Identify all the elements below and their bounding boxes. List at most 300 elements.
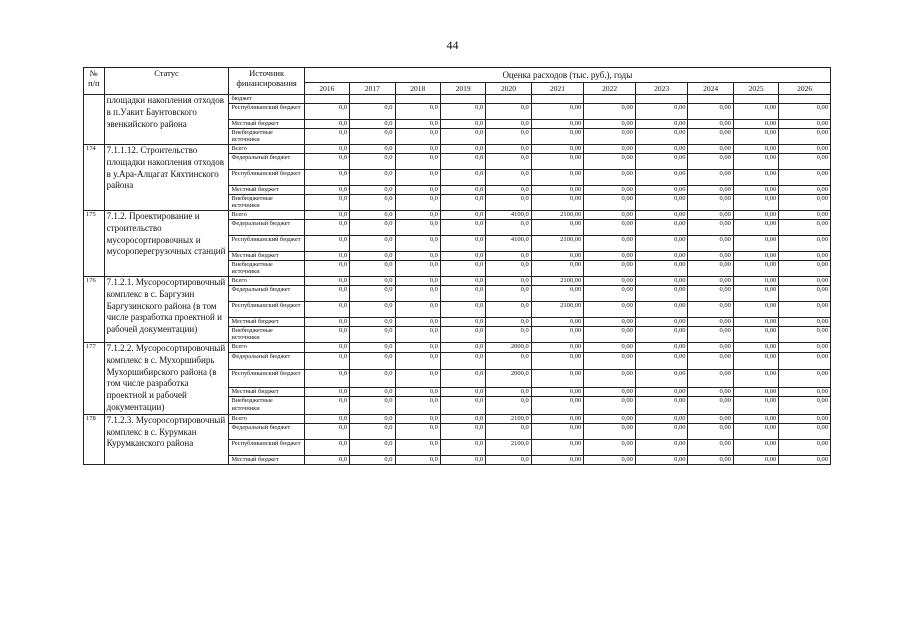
source-cell: Местный бюджет xyxy=(229,387,304,397)
value-cell: 0,00 xyxy=(635,211,688,220)
value-cell: 0,00 xyxy=(779,170,831,186)
value-cell: 0,00 xyxy=(584,397,636,414)
value-cell: 0,0 xyxy=(395,170,440,186)
row-number: 176 xyxy=(84,277,105,343)
value-cell: 0,0 xyxy=(350,277,395,286)
value-cell: 0,0 xyxy=(304,211,349,220)
value-cell: 0,00 xyxy=(584,129,636,145)
value-cell: 0,0 xyxy=(440,145,485,154)
header-year: 2017 xyxy=(350,83,395,95)
value-cell: 0,00 xyxy=(688,277,733,286)
value-cell: 0,00 xyxy=(584,186,636,195)
value-cell: 0,00 xyxy=(779,236,831,252)
source-cell: Федеральный бюджет xyxy=(229,220,304,236)
value-cell: 0,00 xyxy=(779,195,831,211)
source-cell: Местный бюджет xyxy=(229,120,304,129)
value-cell: 0,0 xyxy=(395,120,440,129)
value-cell: 0,00 xyxy=(779,414,831,423)
value-cell: 0,0 xyxy=(350,261,395,277)
value-cell: 0,00 xyxy=(635,455,688,464)
value-cell: 0,0 xyxy=(304,286,349,302)
value-cell: 0,00 xyxy=(531,154,584,170)
source-cell: Внебюджетные источники xyxy=(229,129,304,145)
value-cell: 0,00 xyxy=(688,261,733,277)
value-cell: 0,0 xyxy=(440,423,485,439)
value-cell: 0,0 xyxy=(395,318,440,327)
source-cell: Всего xyxy=(229,145,304,154)
value-cell: 0,0 xyxy=(440,195,485,211)
value-cell: 0,00 xyxy=(779,302,831,318)
value-cell: 0,00 xyxy=(584,352,636,369)
value-cell: 0,00 xyxy=(584,252,636,261)
value-cell: 0,0 xyxy=(395,277,440,286)
value-cell: 0,0 xyxy=(440,352,485,369)
value-cell: 0,00 xyxy=(635,286,688,302)
value-cell: 0,00 xyxy=(688,455,733,464)
header-year: 2024 xyxy=(688,83,733,95)
value-cell: 0,00 xyxy=(531,387,584,397)
value-cell: 0,00 xyxy=(779,120,831,129)
value-cell: 0,00 xyxy=(688,352,733,369)
value-cell xyxy=(304,95,349,104)
value-cell: 0,00 xyxy=(688,343,733,353)
table-row xyxy=(84,343,831,353)
value-cell: 0,00 xyxy=(584,439,636,455)
value-cell: 0,0 xyxy=(486,186,531,195)
value-cell: 0,0 xyxy=(440,154,485,170)
value-cell: 0,0 xyxy=(440,211,485,220)
value-cell: 0,00 xyxy=(733,170,778,186)
value-cell: 0,0 xyxy=(440,397,485,414)
value-cell: 0,00 xyxy=(688,252,733,261)
value-cell xyxy=(395,95,440,104)
value-cell: 0,0 xyxy=(440,286,485,302)
value-cell: 0,00 xyxy=(531,170,584,186)
value-cell xyxy=(635,95,688,104)
value-cell: 0,0 xyxy=(395,129,440,145)
value-cell: 0,0 xyxy=(395,286,440,302)
value-cell: 0,0 xyxy=(486,302,531,318)
value-cell: 0,0 xyxy=(395,186,440,195)
value-cell: 0,00 xyxy=(635,104,688,120)
source-cell: бюджет xyxy=(229,95,304,104)
value-cell: 0,00 xyxy=(584,343,636,353)
value-cell: 0,00 xyxy=(584,286,636,302)
value-cell: 0,0 xyxy=(350,129,395,145)
value-cell: 0,00 xyxy=(779,439,831,455)
value-cell: 0,0 xyxy=(486,423,531,439)
value-cell: 0,0 xyxy=(440,252,485,261)
value-cell: 0,00 xyxy=(531,414,584,423)
source-cell: Всего xyxy=(229,211,304,220)
table-header xyxy=(84,68,831,95)
status-cell: 7.1.2.1. Мусоросортировочный комплекс в с. Баргузин Баргузинского района (в том числе разработка проектной и рабочей документации) xyxy=(104,277,229,343)
value-cell: 0,00 xyxy=(733,318,778,327)
budget-table xyxy=(83,67,831,465)
value-cell: 0,0 xyxy=(304,397,349,414)
header-year: 2022 xyxy=(584,83,636,95)
value-cell: 0,00 xyxy=(635,327,688,343)
value-cell: 0,0 xyxy=(486,145,531,154)
value-cell: 0,0 xyxy=(440,343,485,353)
value-cell: 0,00 xyxy=(531,129,584,145)
header-year: 2020 xyxy=(486,83,531,95)
table-row xyxy=(84,211,831,220)
value-cell: 0,00 xyxy=(688,104,733,120)
value-cell: 0,0 xyxy=(304,414,349,423)
source-cell: Всего xyxy=(229,343,304,353)
value-cell: 0,0 xyxy=(304,236,349,252)
value-cell xyxy=(584,95,636,104)
value-cell: 0,00 xyxy=(779,387,831,397)
value-cell: 0,0 xyxy=(304,145,349,154)
value-cell: 0,0 xyxy=(440,261,485,277)
value-cell: 0,0 xyxy=(304,423,349,439)
value-cell xyxy=(486,95,531,104)
source-cell: Федеральный бюджет xyxy=(229,423,304,439)
value-cell: 0,0 xyxy=(350,154,395,170)
value-cell: 0,00 xyxy=(779,252,831,261)
value-cell: 0,0 xyxy=(395,387,440,397)
table-row xyxy=(84,414,831,423)
source-cell: Республиканский бюджет xyxy=(229,104,304,120)
value-cell: 0,0 xyxy=(350,120,395,129)
value-cell: 0,0 xyxy=(486,120,531,129)
value-cell: 0,00 xyxy=(733,120,778,129)
header-estimate: Оценка расходов (тыс. руб.), годы xyxy=(304,68,830,83)
value-cell: 0,00 xyxy=(531,261,584,277)
value-cell: 0,00 xyxy=(531,343,584,353)
value-cell: 0,0 xyxy=(350,286,395,302)
value-cell: 0,00 xyxy=(733,211,778,220)
value-cell: 0,0 xyxy=(304,195,349,211)
value-cell: 0,0 xyxy=(440,129,485,145)
status-cell: 7.1.1.12. Строительство площадки накопления отходов в у.Ара-Алцагат Кяхтинского района xyxy=(104,145,229,211)
value-cell: 2100,00 xyxy=(531,277,584,286)
value-cell: 0,00 xyxy=(584,220,636,236)
value-cell: 0,00 xyxy=(584,302,636,318)
value-cell: 0,0 xyxy=(395,327,440,343)
value-cell: 0,0 xyxy=(486,170,531,186)
source-cell: Республиканский бюджет xyxy=(229,302,304,318)
value-cell: 0,00 xyxy=(779,352,831,369)
value-cell: 0,00 xyxy=(531,327,584,343)
value-cell: 0,0 xyxy=(440,318,485,327)
value-cell: 0,00 xyxy=(635,220,688,236)
value-cell: 0,0 xyxy=(395,236,440,252)
value-cell: 0,00 xyxy=(531,186,584,195)
value-cell: 0,00 xyxy=(584,387,636,397)
source-cell: Внебюджетные источники xyxy=(229,327,304,343)
value-cell: 0,00 xyxy=(688,170,733,186)
value-cell: 0,0 xyxy=(395,154,440,170)
value-cell: 4100,0 xyxy=(486,236,531,252)
value-cell: 0,00 xyxy=(584,154,636,170)
value-cell: 0,0 xyxy=(304,186,349,195)
value-cell: 0,0 xyxy=(304,327,349,343)
value-cell: 0,00 xyxy=(584,455,636,464)
value-cell: 0,0 xyxy=(350,327,395,343)
value-cell: 0,00 xyxy=(688,186,733,195)
value-cell: 0,0 xyxy=(350,343,395,353)
value-cell: 0,0 xyxy=(350,318,395,327)
header-year: 2026 xyxy=(779,83,831,95)
value-cell: 2100,0 xyxy=(486,439,531,455)
source-cell: Внебюджетные источники xyxy=(229,195,304,211)
value-cell: 0,00 xyxy=(635,352,688,369)
value-cell: 0,00 xyxy=(584,120,636,129)
value-cell: 0,00 xyxy=(584,277,636,286)
value-cell: 0,00 xyxy=(733,186,778,195)
value-cell: 0,0 xyxy=(440,387,485,397)
value-cell: 0,0 xyxy=(395,343,440,353)
value-cell: 0,00 xyxy=(733,352,778,369)
value-cell: 0,0 xyxy=(304,129,349,145)
value-cell: 0,00 xyxy=(531,145,584,154)
value-cell: 0,00 xyxy=(688,145,733,154)
source-cell: Местный бюджет xyxy=(229,252,304,261)
value-cell: 0,00 xyxy=(733,414,778,423)
source-cell: Федеральный бюджет xyxy=(229,352,304,369)
table-body xyxy=(84,95,831,465)
value-cell xyxy=(779,95,831,104)
source-cell: Всего xyxy=(229,277,304,286)
value-cell: 0,0 xyxy=(395,439,440,455)
value-cell: 0,00 xyxy=(584,236,636,252)
value-cell: 0,00 xyxy=(531,439,584,455)
value-cell xyxy=(688,95,733,104)
value-cell: 0,0 xyxy=(350,387,395,397)
value-cell xyxy=(440,95,485,104)
value-cell: 0,00 xyxy=(733,423,778,439)
value-cell: 0,0 xyxy=(350,414,395,423)
value-cell: 0,0 xyxy=(486,455,531,464)
value-cell: 0,00 xyxy=(635,318,688,327)
value-cell: 0,0 xyxy=(395,211,440,220)
value-cell: 0,00 xyxy=(779,286,831,302)
value-cell: 0,0 xyxy=(486,129,531,145)
value-cell: 0,0 xyxy=(440,414,485,423)
header-year: 2021 xyxy=(531,83,584,95)
value-cell: 0,0 xyxy=(395,352,440,369)
value-cell: 0,00 xyxy=(531,318,584,327)
value-cell: 0,00 xyxy=(584,327,636,343)
value-cell: 0,00 xyxy=(635,129,688,145)
value-cell: 0,0 xyxy=(486,387,531,397)
value-cell: 0,00 xyxy=(779,220,831,236)
value-cell: 0,0 xyxy=(350,455,395,464)
value-cell: 0,0 xyxy=(304,387,349,397)
value-cell: 0,00 xyxy=(733,236,778,252)
value-cell xyxy=(531,95,584,104)
value-cell: 0,0 xyxy=(440,439,485,455)
value-cell: 0,0 xyxy=(304,318,349,327)
source-cell: Местный бюджет xyxy=(229,186,304,195)
value-cell: 0,00 xyxy=(584,170,636,186)
value-cell: 0,00 xyxy=(688,387,733,397)
value-cell: 0,0 xyxy=(350,236,395,252)
value-cell: 0,0 xyxy=(486,286,531,302)
value-cell: 0,00 xyxy=(635,170,688,186)
value-cell: 0,00 xyxy=(531,455,584,464)
value-cell: 0,0 xyxy=(304,120,349,129)
value-cell: 0,00 xyxy=(779,211,831,220)
row-number: 177 xyxy=(84,343,105,415)
value-cell: 0,00 xyxy=(779,327,831,343)
value-cell: 0,0 xyxy=(440,327,485,343)
value-cell: 0,0 xyxy=(486,352,531,369)
value-cell: 0,0 xyxy=(440,236,485,252)
value-cell: 4100,0 xyxy=(486,211,531,220)
source-cell: Республиканский бюджет xyxy=(229,170,304,186)
table-row xyxy=(84,277,831,286)
value-cell: 0,00 xyxy=(635,397,688,414)
value-cell: 0,0 xyxy=(395,104,440,120)
value-cell: 0,00 xyxy=(779,277,831,286)
value-cell: 0,0 xyxy=(440,120,485,129)
value-cell: 0,00 xyxy=(531,195,584,211)
header-year: 2023 xyxy=(635,83,688,95)
value-cell: 0,00 xyxy=(733,387,778,397)
value-cell: 0,0 xyxy=(440,104,485,120)
value-cell: 0,00 xyxy=(688,286,733,302)
header-year: 2019 xyxy=(440,83,485,95)
value-cell: 0,00 xyxy=(779,397,831,414)
value-cell: 0,0 xyxy=(350,220,395,236)
value-cell: 0,00 xyxy=(733,397,778,414)
value-cell: 0,0 xyxy=(395,397,440,414)
source-cell: Республиканский бюджет xyxy=(229,236,304,252)
status-cell: 7.1.2.3. Мусоросортировочный комплекс в с. Курумкан Курумканского района xyxy=(104,414,229,464)
value-cell: 0,00 xyxy=(635,277,688,286)
value-cell: 0,00 xyxy=(733,327,778,343)
value-cell: 0,00 xyxy=(688,211,733,220)
value-cell: 0,00 xyxy=(635,186,688,195)
value-cell: 0,00 xyxy=(688,154,733,170)
value-cell: 0,0 xyxy=(440,302,485,318)
value-cell: 0,0 xyxy=(350,145,395,154)
value-cell: 0,0 xyxy=(304,343,349,353)
value-cell: 2100,00 xyxy=(531,302,584,318)
value-cell: 0,0 xyxy=(440,370,485,387)
value-cell: 0,00 xyxy=(635,439,688,455)
value-cell: 0,0 xyxy=(395,302,440,318)
source-cell: Внебюджетные источники xyxy=(229,397,304,414)
value-cell xyxy=(350,95,395,104)
row-number: 175 xyxy=(84,211,105,277)
value-cell: 0,0 xyxy=(440,186,485,195)
value-cell: 0,0 xyxy=(486,261,531,277)
value-cell: 0,00 xyxy=(584,195,636,211)
value-cell: 0,0 xyxy=(395,370,440,387)
value-cell: 0,0 xyxy=(304,439,349,455)
value-cell: 0,0 xyxy=(350,352,395,369)
value-cell: 0,00 xyxy=(688,236,733,252)
value-cell: 0,00 xyxy=(733,439,778,455)
value-cell: 0,00 xyxy=(688,439,733,455)
value-cell: 0,00 xyxy=(584,261,636,277)
value-cell: 0,00 xyxy=(733,455,778,464)
header-year: 2018 xyxy=(395,83,440,95)
value-cell: 0,00 xyxy=(688,129,733,145)
value-cell: 0,00 xyxy=(688,195,733,211)
value-cell: 0,0 xyxy=(304,352,349,369)
value-cell: 0,00 xyxy=(531,120,584,129)
value-cell: 0,00 xyxy=(584,145,636,154)
value-cell: 0,0 xyxy=(304,252,349,261)
value-cell: 0,00 xyxy=(779,370,831,387)
value-cell: 0,00 xyxy=(733,343,778,353)
value-cell: 0,00 xyxy=(688,220,733,236)
value-cell: 0,0 xyxy=(395,252,440,261)
value-cell: 0,00 xyxy=(733,286,778,302)
value-cell: 0,00 xyxy=(635,423,688,439)
source-cell: Внебюджетные источники xyxy=(229,261,304,277)
value-cell: 0,00 xyxy=(779,129,831,145)
value-cell: 0,00 xyxy=(688,397,733,414)
value-cell: 0,00 xyxy=(779,455,831,464)
source-cell: Всего xyxy=(229,414,304,423)
value-cell: 0,0 xyxy=(304,302,349,318)
source-cell: Федеральный бюджет xyxy=(229,286,304,302)
value-cell: 0,00 xyxy=(688,302,733,318)
value-cell: 0,00 xyxy=(733,195,778,211)
value-cell: 0,0 xyxy=(304,170,349,186)
value-cell: 0,00 xyxy=(688,318,733,327)
value-cell: 0,0 xyxy=(304,104,349,120)
value-cell: 0,0 xyxy=(350,104,395,120)
value-cell: 0,0 xyxy=(350,397,395,414)
header-status: Статус xyxy=(104,68,229,95)
value-cell: 0,00 xyxy=(584,211,636,220)
table-row xyxy=(84,145,831,154)
value-cell: 0,0 xyxy=(350,439,395,455)
value-cell: 0,0 xyxy=(486,397,531,414)
value-cell: 0,00 xyxy=(733,154,778,170)
value-cell: 2100,00 xyxy=(531,236,584,252)
value-cell: 0,00 xyxy=(531,104,584,120)
value-cell: 0,0 xyxy=(486,220,531,236)
value-cell: 2100,00 xyxy=(531,211,584,220)
value-cell: 2100,0 xyxy=(486,414,531,423)
value-cell: 0,00 xyxy=(688,327,733,343)
value-cell: 0,00 xyxy=(635,195,688,211)
value-cell: 0,00 xyxy=(635,261,688,277)
value-cell: 0,00 xyxy=(733,261,778,277)
source-cell: Местный бюджет xyxy=(229,318,304,327)
value-cell: 0,0 xyxy=(304,220,349,236)
value-cell: 2000,0 xyxy=(486,343,531,353)
value-cell: 0,0 xyxy=(486,318,531,327)
table-row xyxy=(84,95,831,104)
value-cell: 0,00 xyxy=(635,343,688,353)
value-cell: 0,00 xyxy=(733,129,778,145)
value-cell: 0,0 xyxy=(440,277,485,286)
row-number: 178 xyxy=(84,414,105,464)
value-cell: 0,00 xyxy=(584,104,636,120)
source-cell: Федеральный бюджет xyxy=(229,154,304,170)
value-cell: 0,0 xyxy=(486,277,531,286)
value-cell: 0,00 xyxy=(779,423,831,439)
value-cell: 0,00 xyxy=(779,318,831,327)
value-cell: 0,00 xyxy=(584,423,636,439)
value-cell: 0,00 xyxy=(779,104,831,120)
source-cell: Республиканский бюджет xyxy=(229,370,304,387)
value-cell: 0,00 xyxy=(688,120,733,129)
value-cell: 0,0 xyxy=(350,423,395,439)
value-cell: 0,00 xyxy=(688,423,733,439)
value-cell: 0,00 xyxy=(733,302,778,318)
